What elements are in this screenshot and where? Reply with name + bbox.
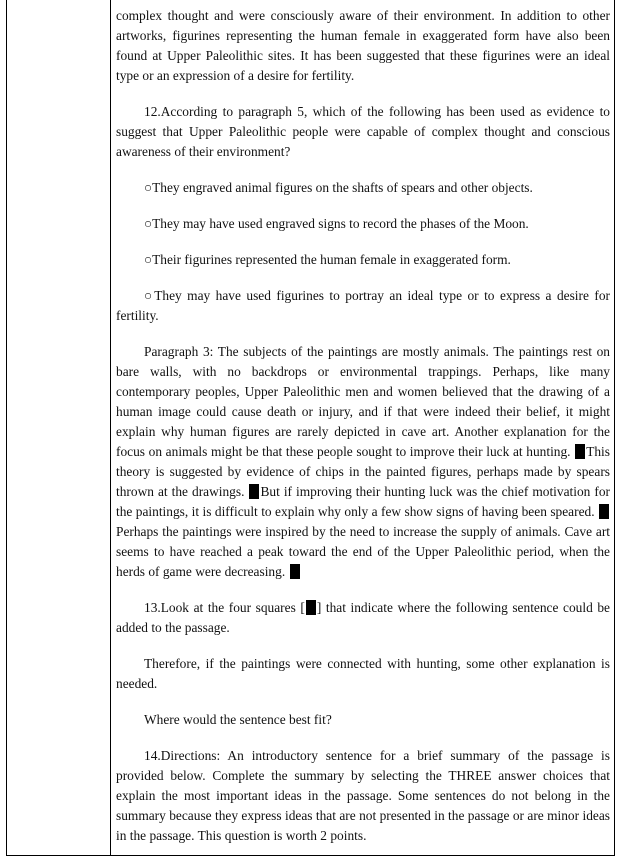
paragraph-3-text-3: But if improving their hunting luck was the chief motivation for the paintings, it is difficult to explain why only a few show signs of having been speared. xyxy=(116,484,610,519)
passage-text: complex thought and were consciously aware of their environment. In addition to other artworks, figurines representing the human female in exaggerated form have also been found at Upper Paleolithic sites. It has been suggested that these figurines were an ideal type or an expression of a desire for fertility. xyxy=(116,8,610,83)
question-13-prompt: Where would the sentence best fit? xyxy=(144,712,332,727)
question-14-directions: 14.Directions: An introductory sentence for a brief summary of the passage is provided below. Complete the summary by selecting the THREE answer choices that explain the most important ideas in the passage. Some sentences do not belong in the summary because they express ideas that are not presented in the passage or are minor ideas in the passage. This question is worth 2 points. xyxy=(116,748,610,843)
square-symbol xyxy=(306,600,316,615)
insert-square-1[interactable] xyxy=(575,444,585,459)
insert-sentence: Therefore, if the paintings were connected with hunting, some other explanation is needed. xyxy=(116,656,610,691)
answer-option-4[interactable]: ○They may have used figurines to portray an ideal type or to express a desire for fertility. xyxy=(116,288,610,323)
question-13-text-b: ] that indicate where the following sentence could be added to the passage. xyxy=(116,600,610,635)
insert-square-3[interactable] xyxy=(599,504,609,519)
paragraph-3-text-1: Paragraph 3: The subjects of the paintings are mostly animals. The paintings rest on bare walls, with no backdrops or environmental trappings. Perhaps, like many contemporary peoples, Upper Paleolithic men and women believed that the drawing of a human image could cause death or injury, and if that were indeed their belief, it might explain why human figures are rarely depicted in cave art. Another explanation for the focus on animals might be that these people sought to improve their luck at hunting. xyxy=(116,344,610,459)
answer-option-1[interactable]: ○They engraved animal figures on the shafts of spears and other objects. xyxy=(144,180,533,195)
paragraph-3-text-2: This theory is suggested by evidence of chips in the painted figures, perhaps made by spears thrown at the drawings. xyxy=(116,444,610,499)
paragraph-3 xyxy=(116,342,610,582)
column-divider xyxy=(110,0,111,856)
question-cell xyxy=(116,6,610,846)
insert-square-4[interactable] xyxy=(290,564,300,579)
question-13-text-a: 13.Look at the four squares [ xyxy=(144,600,305,615)
answer-option-3[interactable]: ○Their figurines represented the human female in exaggerated form. xyxy=(144,252,511,267)
question-12: 12.According to paragraph 5, which of the following has been used as evidence to suggest that Upper Paleolithic people were capable of complex thought and conscious awareness of their environment? xyxy=(116,104,610,159)
question-13 xyxy=(116,598,610,638)
paragraph-3-text-4: Perhaps the paintings were inspired by the need to increase the supply of animals. Cave art seems to have reached a peak toward the end of the Upper Paleolithic period, when the herds of game were decreasing. xyxy=(116,524,610,579)
insert-square-2[interactable] xyxy=(249,484,259,499)
answer-option-2[interactable]: ○They may have used engraved signs to record the phases of the Moon. xyxy=(144,216,529,231)
